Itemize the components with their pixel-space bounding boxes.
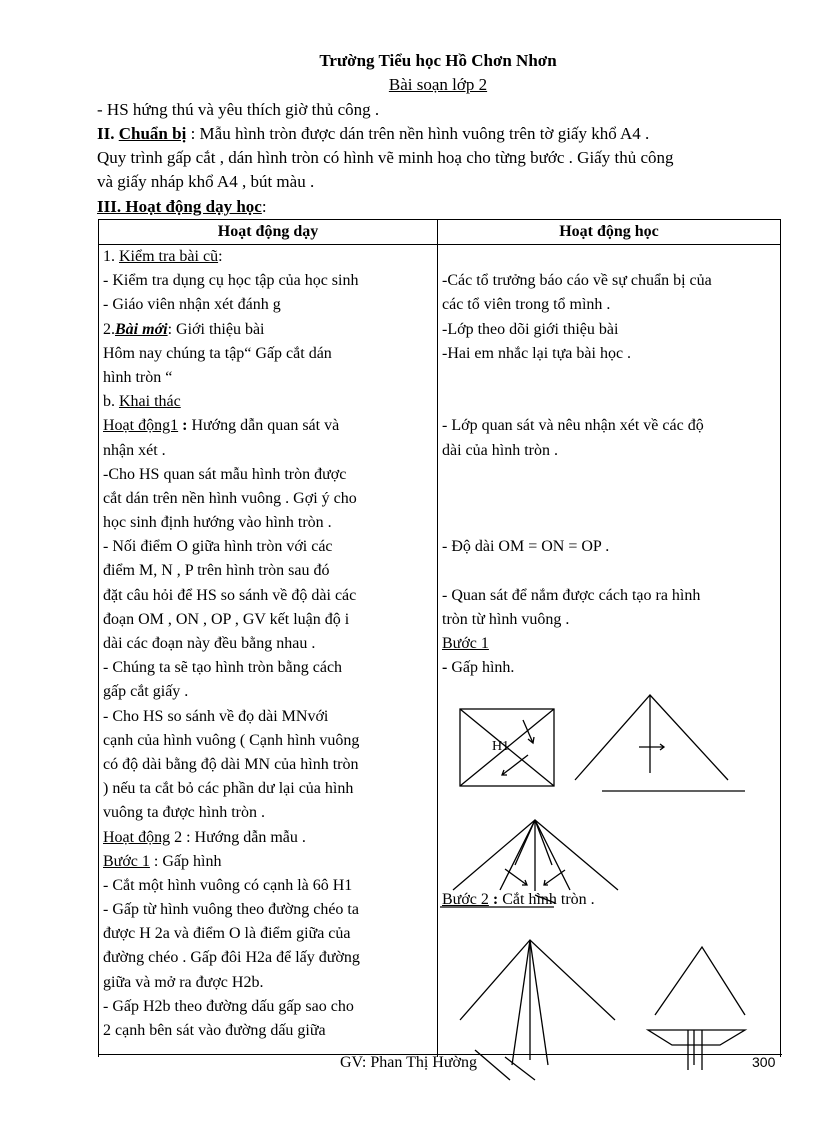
left-line-30: đường chéo . Gấp đôi H2a để lấy đường bbox=[103, 949, 360, 967]
left-line-22: có độ dài bằng độ dài MN của hình tròn bbox=[103, 755, 359, 773]
right-line-step2: Bước 2 : Cắt hình tròn . bbox=[442, 891, 595, 909]
section-3-title: III. Hoạt động dạy học bbox=[97, 197, 262, 216]
left-line-12: học sinh định hướng vào hình tròn . bbox=[103, 514, 332, 532]
page-number: 300 bbox=[752, 1054, 776, 1070]
left-line-7: b. Khai thác bbox=[103, 393, 181, 411]
figure-step2-right bbox=[648, 947, 745, 1070]
left-line-6: hình tròn “ bbox=[103, 368, 173, 386]
section-2-text: : Mẫu hình tròn được dán trên nền hình vuông trên tờ giấy khổ A4 . bbox=[190, 124, 650, 143]
footer-teacher: GV: Phan Thị Hường bbox=[340, 1054, 477, 1071]
left-line-27: - Cắt một hình vuông có cạnh là 6ô H1 bbox=[103, 876, 353, 894]
left-line-8: Hoạt động1 : Hướng dẫn quan sát và bbox=[103, 417, 340, 435]
intro-line-3: Quy trình gấp cắt , dán hình tròn có hình vẽ minh hoạ cho từng bước . Giấy thủ công bbox=[97, 148, 674, 167]
left-line-23: ) nếu ta cắt bỏ các phần dư lại của hình bbox=[103, 780, 354, 798]
left-line-4: 2.Bài mới: Giới thiệu bài bbox=[103, 320, 265, 338]
left-line-14: điểm M, N , P trên hình tròn sau đó bbox=[103, 562, 330, 580]
left-line-33: 2 cạnh bên sát vào đường dấu giữa bbox=[103, 1022, 326, 1039]
figure-step2-left bbox=[460, 940, 615, 1080]
right-line-16: tròn từ hình vuông . bbox=[442, 610, 570, 628]
figure-h2-triangle bbox=[575, 695, 745, 791]
left-line-29: được H 2a và điểm O là điểm giữa của bbox=[103, 925, 351, 943]
left-line-1: 1. Kiểm tra bài cũ: bbox=[103, 248, 223, 265]
folding-diagrams bbox=[440, 685, 785, 1085]
section-2-line bbox=[97, 122, 787, 146]
right-line-2: -Các tổ trưởng báo cáo về sự chuẩn bị của bbox=[442, 272, 712, 290]
left-line-13: - Nối điểm O giữa hình tròn với các bbox=[103, 538, 333, 556]
right-line-17: Bước 1 bbox=[442, 635, 489, 652]
right-line-4: -Lớp theo dõi giới thiệu bài bbox=[442, 320, 619, 338]
intro-line-1: - HS hứng thú và yêu thích giờ thủ công . bbox=[97, 100, 380, 119]
figure-fan-fold bbox=[440, 820, 618, 907]
school-title: Trường Tiểu học Hồ Chơn Nhơn bbox=[319, 51, 557, 70]
right-line-9: dài của hình tròn . bbox=[442, 441, 558, 459]
left-line-26: Bước 1 : Gấp hình bbox=[103, 852, 222, 870]
left-line-10: -Cho HS quan sát mẫu hình tròn được bbox=[103, 465, 347, 483]
left-line-20: - Cho HS so sánh về đọ dài MNvới bbox=[103, 707, 329, 725]
right-line-13: - Độ dài OM = ON = OP . bbox=[442, 538, 610, 556]
left-line-15: đặt câu hỏi để HS so sánh về độ dài các bbox=[103, 586, 357, 604]
section-3-colon: : bbox=[261, 197, 267, 216]
section-2-title: Chuẩn bị bbox=[118, 124, 187, 143]
lesson-subtitle: Bài soạn lớp 2 bbox=[388, 75, 488, 94]
right-line-1 bbox=[442, 245, 776, 269]
section-2-roman: II. bbox=[97, 124, 115, 143]
left-line-21: cạnh của hình vuông ( Cạnh hình vuông bbox=[103, 731, 360, 749]
left-line-24: vuông ta được hình tròn . bbox=[103, 804, 265, 822]
left-line-32: - Gấp H2b theo đường dấu gấp sao cho bbox=[103, 997, 354, 1015]
left-line-16: đoạn OM , ON , OP , GV kết luận độ i bbox=[103, 610, 350, 628]
intro-line-4: và giấy nháp khổ A4 , bút màu . bbox=[97, 172, 315, 191]
col-header-teaching: Hoạt động dạy bbox=[99, 220, 438, 245]
left-line-28: - Gấp từ hình vuông theo đường chéo ta bbox=[103, 901, 359, 919]
right-line-18: - Gấp hình. bbox=[442, 659, 515, 677]
figure-h1-label: H1 bbox=[492, 739, 510, 754]
left-line-31: giữa và mở ra được H2b. bbox=[103, 973, 264, 991]
left-line-9: nhận xét . bbox=[103, 441, 166, 459]
section-3-heading bbox=[97, 195, 787, 219]
left-line-2: - Kiểm tra dụng cụ học tập của học sinh bbox=[103, 272, 359, 290]
right-line-15: - Quan sát để nắm được cách tạo ra hình bbox=[442, 586, 701, 604]
left-line-11: cắt dán trên nền hình vuông . Gợi ý cho bbox=[103, 489, 357, 507]
right-line-8: - Lớp quan sát và nêu nhận xét về các độ bbox=[442, 417, 704, 435]
right-line-5: -Hai em nhắc lại tựa bài học . bbox=[442, 344, 632, 362]
teaching-column bbox=[99, 245, 438, 1058]
left-line-18: - Chúng ta sẽ tạo hình tròn bằng cách bbox=[103, 659, 343, 677]
left-line-25: Hoạt động 2 : Hướng dẫn mẫu . bbox=[103, 828, 306, 846]
left-line-5: Hôm nay chúng ta tập“ Gấp cắt dán bbox=[103, 344, 332, 362]
right-line-3: các tổ viên trong tổ mình . bbox=[442, 296, 611, 314]
left-line-3: - Giáo viên nhận xét đánh g bbox=[103, 296, 281, 314]
col-header-learning: Hoạt động học bbox=[438, 220, 781, 245]
left-line-19: gấp cắt giấy . bbox=[103, 683, 189, 701]
left-line-17: dài các đoạn này đều bằng nhau . bbox=[103, 635, 316, 652]
